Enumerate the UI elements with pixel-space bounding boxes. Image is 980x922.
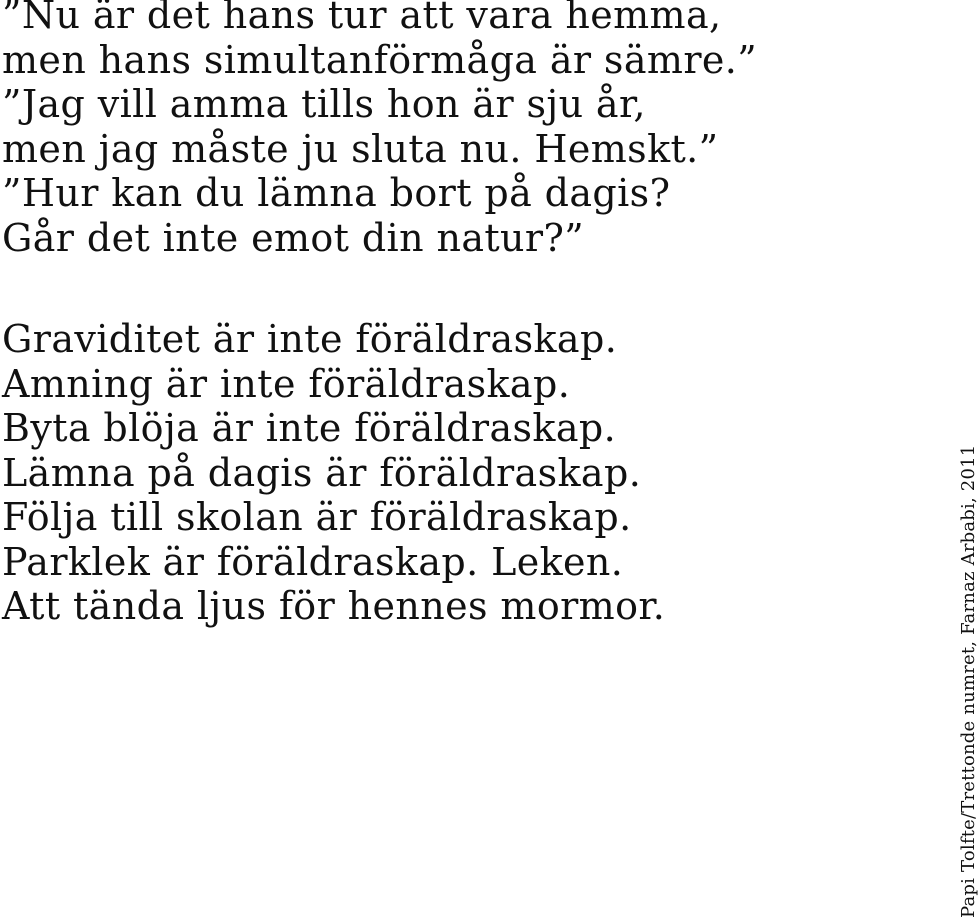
poem-line: Parklek är föräldraskap. Leken.	[2, 539, 624, 584]
poem-line: men hans simultanförmåga är sämre.”	[2, 37, 758, 82]
poem-line: ”Jag vill amma tills hon är sju år,	[2, 82, 646, 126]
poem-line: Lämna på dagis är föräldraskap.	[2, 450, 642, 495]
credit-line: Papi Tolfte/Trettonde numret, Farnaz Arbabi, 2011	[958, 444, 979, 918]
poem-line: ”Hur kan du lämna bort på dagis?	[2, 171, 671, 215]
stanza-parenthood	[2, 311, 882, 636]
poem-line: Går det inte emot din natur?”	[2, 215, 585, 260]
poem-line: men jag måste ju sluta nu. Hemskt.”	[2, 126, 719, 171]
stanza-quotes	[2, 0, 882, 267]
poem-body	[2, 0, 882, 636]
poem-line: Amning är inte föräldraskap.	[2, 361, 571, 406]
poem-line: Följa till skolan är föräldraskap.	[2, 495, 632, 539]
poem-line: Att tända ljus för hennes mormor.	[2, 584, 666, 628]
poem-line: ”Nu är det hans tur att vara hemma,	[2, 0, 722, 37]
poem-line: Graviditet är inte föräldraskap.	[2, 317, 618, 361]
poem-line: Byta blöja är inte föräldraskap.	[2, 406, 617, 450]
